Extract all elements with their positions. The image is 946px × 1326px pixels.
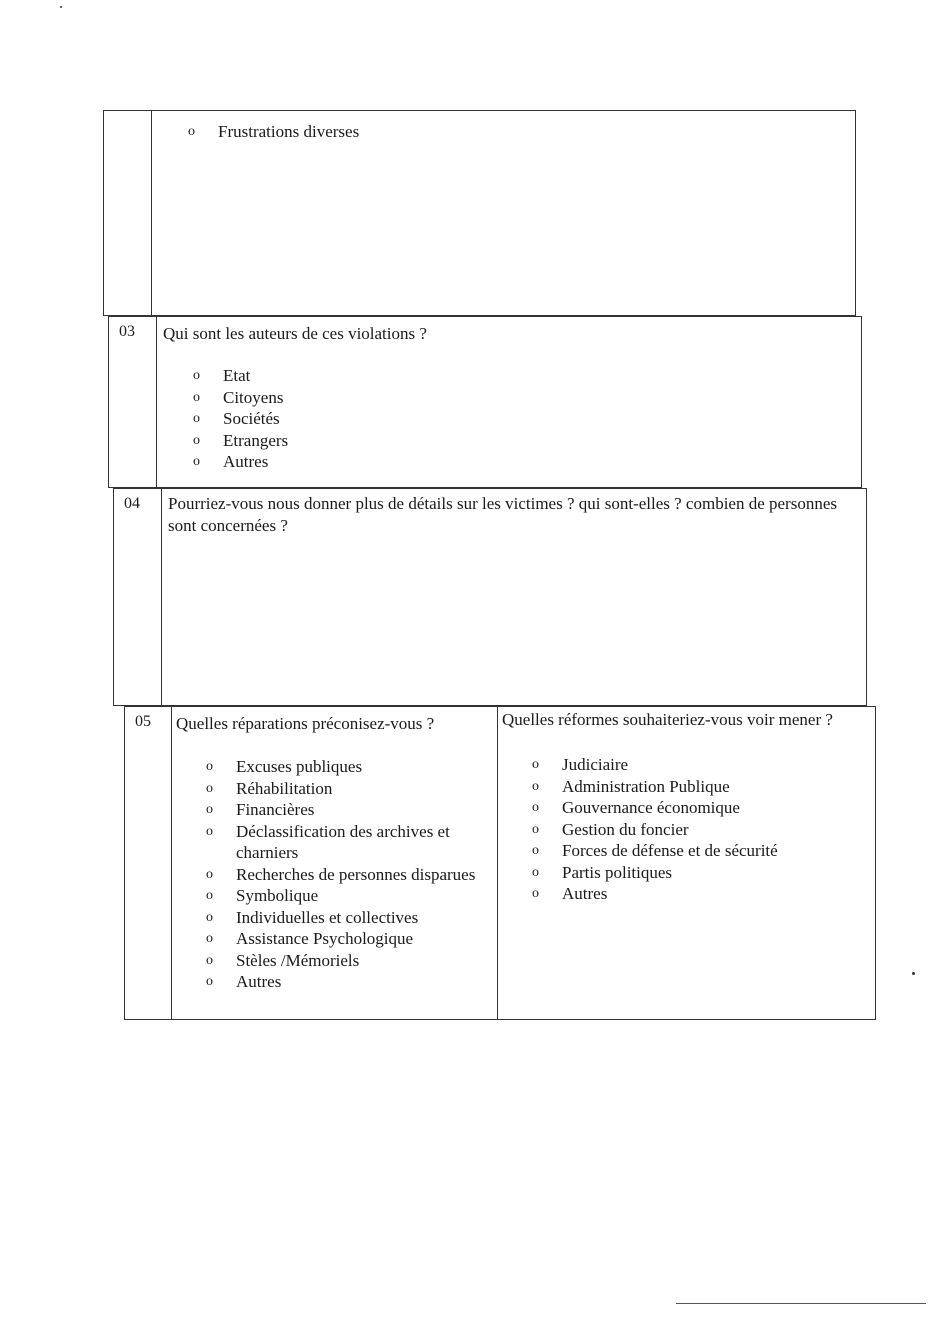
bullet-icon: o (193, 411, 200, 426)
option-label: Assistance Psychologique (236, 929, 414, 948)
option-label: Excuses publiques (236, 757, 363, 776)
bullet-icon: o (193, 432, 200, 448)
scan-speck (60, 6, 62, 8)
reparations-options-list (206, 756, 489, 993)
question-text: Qui sont les auteurs de ces violations ? (163, 324, 427, 343)
bullet-icon: o (206, 780, 213, 796)
bullet-icon: o (206, 866, 213, 882)
option-item (193, 387, 853, 409)
row-number-text: 03 (119, 323, 135, 340)
reformes-cell (498, 707, 875, 1019)
row-number (114, 489, 162, 705)
option-item (188, 121, 855, 143)
option-item (206, 971, 489, 993)
bullet-icon: o (532, 843, 539, 858)
option-label: Individuelles et collectives (236, 907, 419, 927)
bullet-icon: o (206, 759, 213, 774)
row-content-cell (162, 489, 866, 705)
option-label: Symbolique (236, 886, 319, 905)
option-item (532, 840, 865, 862)
option-item (532, 883, 865, 905)
option-item (532, 862, 865, 884)
option-label: Etrangers (223, 430, 289, 450)
table-row-04 (113, 488, 867, 706)
bullet-icon: o (532, 864, 539, 880)
bullet-icon: o (193, 454, 200, 469)
option-item (193, 365, 853, 387)
option-item (206, 799, 489, 821)
bullet-icon: o (532, 886, 539, 901)
option-item (532, 754, 865, 776)
reparations-cell (172, 707, 497, 1019)
bullet-icon: o (193, 389, 200, 405)
options-list (188, 121, 855, 143)
option-label: Forces de défense et de sécurité (562, 841, 778, 860)
option-label: Autres (562, 884, 608, 903)
bullet-icon: o (532, 821, 539, 837)
bullet-icon: o (532, 757, 539, 772)
row-content-cell (152, 111, 855, 315)
reformes-options-list (532, 754, 865, 905)
option-label: Autres (236, 972, 282, 991)
option-item (206, 778, 489, 800)
bullet-icon: o (206, 909, 213, 925)
options-list (193, 365, 853, 473)
option-item (206, 756, 489, 778)
bullet-icon: o (206, 931, 213, 946)
bullet-icon: o (206, 974, 213, 989)
bullet-icon: o (532, 800, 539, 815)
reformes-question: Quelles réformes souhaiteriez-vous voir mener ? (502, 710, 833, 729)
option-item (206, 821, 489, 864)
row-number (109, 317, 157, 487)
option-label: Financières (236, 800, 315, 819)
table-row-continuation (103, 110, 856, 316)
option-label: Gouvernance économique (562, 798, 740, 817)
option-label: Réhabilitation (236, 778, 333, 798)
option-item (532, 819, 865, 841)
option-label: Sociétés (223, 409, 280, 428)
option-item (193, 408, 853, 430)
question-text: Pourriez-vous nous donner plus de détails sur les victimes ? qui sont-elles ? combien de personnes sont concernées ? (168, 494, 837, 535)
option-label: Partis politiques (562, 862, 673, 882)
option-item (206, 885, 489, 907)
bullet-icon: o (532, 778, 539, 794)
option-item (206, 950, 489, 972)
option-item (206, 907, 489, 929)
footer-rule (676, 1303, 926, 1304)
reparations-question: Quelles réparations préconisez-vous ? (176, 714, 435, 733)
option-label: Déclassification des archives et charniers (236, 821, 450, 862)
bullet-icon: o (206, 802, 213, 817)
option-item (193, 430, 853, 452)
option-item (193, 451, 853, 473)
table-row-05 (124, 706, 876, 1020)
option-label: Administration Publique (562, 776, 730, 796)
option-label: Etat (223, 366, 251, 385)
option-label: Stèles /Mémoriels (236, 950, 360, 970)
option-label: Citoyens (223, 387, 284, 407)
row-number-text: 04 (124, 495, 140, 512)
option-label: Judiciaire (562, 755, 629, 774)
bullet-icon: o (188, 124, 195, 139)
option-item (206, 864, 489, 886)
option-item (532, 797, 865, 819)
row-number (125, 707, 172, 1019)
bullet-icon: o (206, 952, 213, 968)
bullet-icon: o (193, 368, 200, 383)
bullet-icon: o (206, 888, 213, 903)
row-number-text: 05 (135, 713, 151, 730)
table-row-03 (108, 316, 862, 488)
option-label: Frustrations diverses (218, 122, 360, 141)
option-item (532, 776, 865, 798)
scan-speck (912, 972, 915, 975)
option-label: Gestion du foncier (562, 819, 689, 839)
row-number-cell (104, 111, 152, 315)
bullet-icon: o (206, 823, 213, 839)
row-content-cell (157, 317, 861, 487)
option-item (206, 928, 489, 950)
option-label: Recherches de personnes disparues (236, 864, 476, 884)
option-label: Autres (223, 452, 269, 471)
